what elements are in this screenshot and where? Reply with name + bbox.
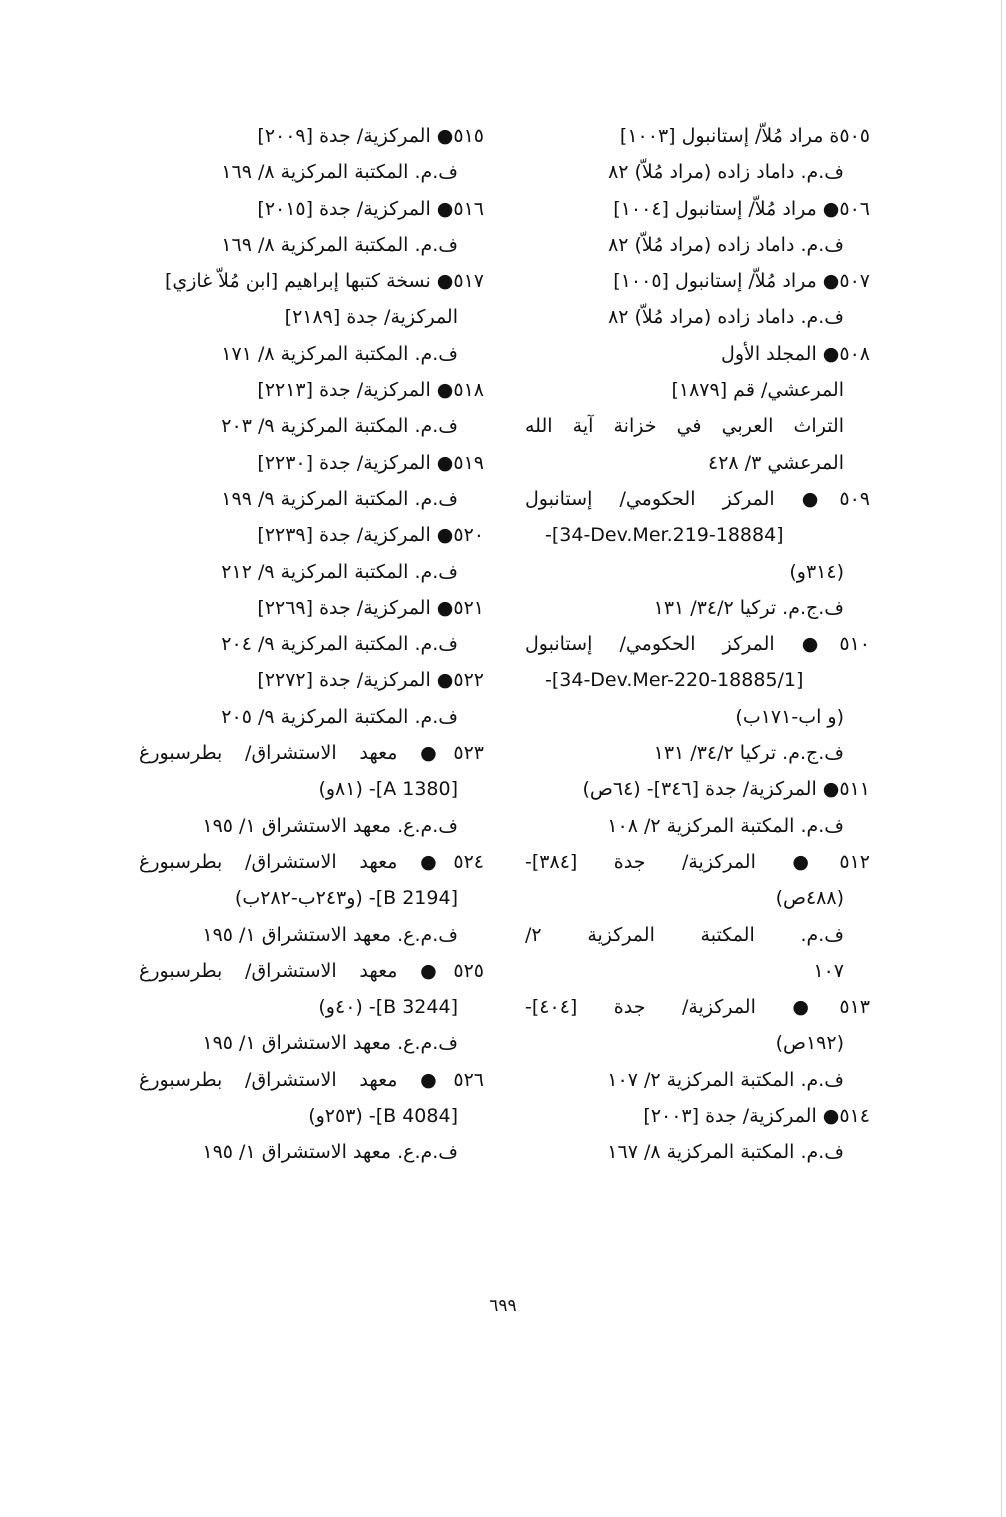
reference-line: ف.م. داماد زاده (مراد مُلاّ) ٨٢ — [608, 233, 844, 256]
reference-line: ف.م.ع. معهد الاستشراق ١/ ١٩٥ — [202, 1032, 458, 1055]
reference-line: ف.م. المكتبة المركزية ٨/ ١٧١ — [221, 342, 458, 365]
entry-continuation: [A 1380]- (٨١و) — [318, 778, 458, 801]
catalog-entry: ٥١٨● المركزية/ جدة [٢٢١٣] — [257, 379, 484, 402]
reference-line: ف.م. المكتبة المركزية ٢/ ١٠٧ — [607, 1068, 844, 1091]
entry-continuation: [B 3244]- (٤٠و) — [318, 996, 458, 1019]
reference-line: ف.م. المكتبة المركزية ٩/ ٢٠٤ — [221, 633, 458, 656]
right-column — [525, 118, 870, 1171]
catalog-entry: ٥١٩● المركزية/ جدة [٢٢٣٠] — [257, 451, 484, 474]
entry-continuation: المركزية/ جدة [٢١٨٩] — [284, 306, 458, 329]
entry-continuation: (١٩٢ص) — [775, 1032, 844, 1055]
reference-line: ف.ج.م. تركيا ٣٤/٢/ ١٣١ — [653, 596, 844, 619]
reference-line: ف.م. المكتبة المركزية ٢/ ١٠٨ — [607, 814, 844, 837]
catalog-entry: ٥١٦● المركزية/ جدة [٢٠١٥] — [257, 197, 484, 220]
page-number: ٦٩٩ — [489, 1296, 517, 1316]
reference-line: ف.م. المكتبة المركزية ٨/ ١٦٩ — [221, 161, 458, 184]
reference-line: ف.م. المكتبة المركزية ٩/ ٢٠٥ — [221, 705, 458, 728]
reference-line: المرعشي ٣/ ٤٢٨ — [708, 451, 844, 474]
catalog-entry: ٥٢٢● المركزية/ جدة [٢٢٧٢] — [257, 669, 484, 692]
page-edge-line — [1001, 0, 1002, 1517]
reference-line: التراث العربي في خزانة آية الله — [525, 415, 844, 438]
catalog-entry: ٥٢٠● المركزية/ جدة [٢٢٣٩] — [257, 524, 484, 547]
reference-line: ف.م.ع. معهد الاستشراق ١/ ١٩٥ — [202, 923, 458, 946]
left-column — [139, 118, 484, 1171]
reference-line: ف.م. داماد زاده (مراد مُلاّ) ٨٢ — [608, 161, 844, 184]
catalog-entry: ٥٠٦● مراد مُلاّ/ إستانبول [١٠٠٤] — [613, 197, 870, 220]
catalog-entry: ٥٢١● المركزية/ جدة [٢٢٦٩] — [257, 596, 484, 619]
catalog-entry: ٥٢٥● معهد الاستشراق/ بطرسبورغ — [139, 959, 484, 982]
reference-line: ف.م. المكتبة المركزية ٢/ — [525, 923, 844, 946]
entry-continuation: (٣١٤و) — [789, 560, 844, 583]
catalog-entry: ٥٠٥ة مراد مُلاّ/ إستانبول [١٠٠٣] — [619, 125, 870, 147]
entry-continuation: (و اب-١٧١ب) — [735, 705, 844, 728]
reference-line: ف.م. المكتبة المركزية ٩/ ١٩٩ — [221, 487, 458, 510]
catalog-entry: ٥١٥● المركزية/ جدة [٢٠٠٩] — [257, 125, 484, 147]
entry-continuation: [B 4084]- (٢٥٣و) — [308, 1105, 458, 1128]
shelfmark-line: -[34-Dev.Mer-220-18885/1] — [545, 669, 804, 692]
reference-line: ف.م. المكتبة المركزية ٩/ ٢١٢ — [221, 560, 458, 583]
catalog-entry: ٥١٣● المركزية/ جدة [٤٠٤]- — [525, 996, 870, 1019]
reference-line: ١٠٧ — [813, 959, 844, 982]
entry-continuation: (٤٨٨ص) — [775, 887, 844, 910]
reference-line: ف.م.ع. معهد الاستشراق ١/ ١٩٥ — [202, 1141, 458, 1164]
catalog-entry: ٥٢٦● معهد الاستشراق/ بطرسبورغ — [139, 1068, 484, 1091]
catalog-entry: ٥٠٨● المجلد الأول — [721, 342, 870, 365]
catalog-entry: ٥١٤● المركزية/ جدة [٢٠٠٣] — [643, 1105, 870, 1128]
catalog-entry: ٥١١● المركزية/ جدة [٣٤٦]- (٦٤ص) — [582, 778, 870, 801]
reference-line: ف.م.ع. معهد الاستشراق ١/ ١٩٥ — [202, 814, 458, 837]
catalog-entry: ٥٠٧● مراد مُلاّ/ إستانبول [١٠٠٥] — [613, 270, 870, 293]
reference-line: ف.م. المكتبة المركزية ٨/ ١٦٩ — [221, 233, 458, 256]
catalog-entry: ٥٢٣● معهد الاستشراق/ بطرسبورغ — [139, 742, 484, 765]
entry-continuation: المرعشي/ قم [١٨٧٩] — [671, 379, 844, 402]
catalog-entry: ٥١٢● المركزية/ جدة [٣٨٤]- — [525, 850, 870, 873]
entry-continuation: [B 2194]- (و٢٤٣ب-٢٨٢ب) — [234, 887, 458, 910]
catalog-entry: ٥٠٩● المركز الحكومي/ إستانبول — [525, 487, 870, 510]
reference-line: ف.م. المكتبة المركزية ٩/ ٢٠٣ — [221, 415, 458, 438]
reference-line: ف.م. داماد زاده (مراد مُلاّ) ٨٢ — [608, 306, 844, 329]
shelfmark-line: -[34-Dev.Mer.219-18884] — [545, 524, 784, 547]
reference-line: ف.م. المكتبة المركزية ٨/ ١٦٧ — [607, 1141, 844, 1164]
catalog-entry: ٥١٠● المركز الحكومي/ إستانبول — [525, 633, 870, 656]
catalog-entry: ٥١٧● نسخة كتبها إبراهيم [ابن مُلاّ غازي] — [164, 270, 484, 293]
reference-line: ف.ج.م. تركيا ٣٤/٢/ ١٣١ — [653, 742, 844, 765]
catalog-entry: ٥٢٤● معهد الاستشراق/ بطرسبورغ — [139, 850, 484, 873]
